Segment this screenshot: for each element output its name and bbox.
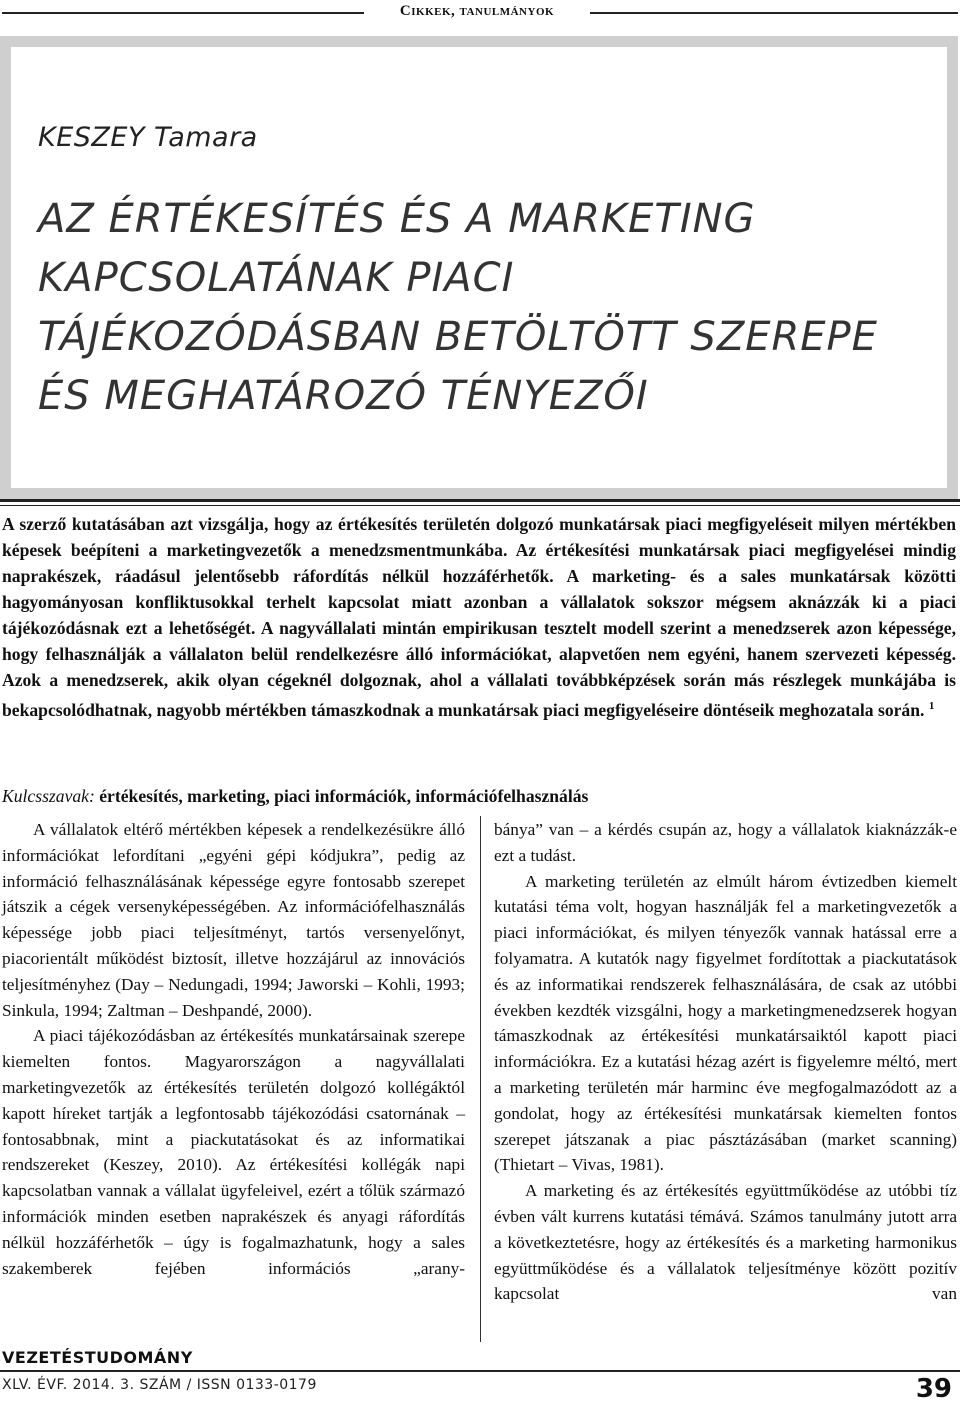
body-column-right <box>494 817 957 1307</box>
title-line: TÁJÉKOZÓDÁSBAN BETÖLTÖTT SZEREPE <box>38 314 878 360</box>
issue-info: XLV. ÉVF. 2014. 3. SZÁM / ISSN 0133-0179 <box>2 1377 317 1393</box>
article-title <box>38 190 878 426</box>
title-line: KAPCSOLATÁNAK PIACI <box>38 255 515 301</box>
keywords-values: értékesítés, marketing, piaci információk, információfelhasználás <box>99 786 589 806</box>
abstract-rule-thick <box>0 499 960 502</box>
author-name: KESZEY Tamara <box>38 122 258 153</box>
journal-name: VEZETÉSTUDOMÁNY <box>2 1348 193 1367</box>
abstract <box>2 511 956 723</box>
footer-rule <box>0 1370 960 1372</box>
abstract-rule-thin <box>0 505 960 506</box>
body-paragraph: bánya” van – a kérdés csupán az, hogy a vállalatok kiaknázzák-e ezt a tudást. <box>494 820 957 865</box>
header-rule-left <box>2 12 364 14</box>
body-paragraph: A piaci tájékozódásban az értékesítés munkatársainak szerepe kiemelten fontos. Magyarországon a nagyvállalati marketingvezetők az értékesítés területén dolgozó kollégáktól kapott híreket tartják a legfontosabb tájékozódási csatornának – fontosabbnak, mint a piackutatásokat és az informatikai rendszereket (Keszey, 2010). Az értékesítési kollégák napi kapcsolatban vannak a vállalat ügyfeleivel, ezért a tőlük származó információk minden esetben naprakészek és anyagi ráfordítás nélkül hozzáférhetők – úgy is fogalmazhatunk, hogy a sales szakemberek fejében információs „arany- <box>2 1026 465 1278</box>
section-label: Cikkek, tanulmányok <box>399 3 555 19</box>
abstract-text: A szerző kutatásában azt vizsgálja, hogy az értékesítés területén dolgozó munkatársak piaci megfigyeléseit milyen mértékben képesek beépíteni a marketingvezetők a menedzsmentmunkába. Az értékesítési munkatársak piaci megfigyelései mindig naprakészek, ráadásul jelentősebb ráfordítás nélkül hozzáférhetők. A marketing- és a sales munkatársak közötti hagyományosan konfliktusokkal terhelt kapcsolat miatt azonban a vállalatok sokszor mégsem aknázzák ki a piaci tájékozódásnak ezt a lehetőségét. A nagyvállalati mintán empirikusan tesztelt modell szerint a menedzserek azon képessége, hogy felhasználják a vállalaton belül rendelkezésre álló információkat, alapvetően nem egyéni, hanem szervezeti képesség. Azok a menedzserek, akik olyan cégeknél dolgoznak, ahol a vállalati továbbképzések során más részlegek munkájába is bekapcsolódhatnak, nagyobb mértékben támaszkodnak a munkatársak piaci megfigyeléseire döntéseik meghozatala során. <box>2 514 956 720</box>
body-paragraph: A marketing területén az elmúlt három évtizedben kiemelt kutatási téma volt, hogyan használják fel a marketingvezetők a piaci információkat, és milyen tényezők vannak hatással erre a folyamatra. A kutatók nagy figyelmet fordítottak a piackutatások és az informatikai rendszerek felhasználására, de csak az utóbbi években kezdték vizsgálni, hogy a marketingmenedzserek hogyan támaszkodnak az értékesítési munkatársaiktól kapott piaci információkra. Ez a kutatási hézag azért is figyelemre méltó, mert a marketing területén már harminc éve megfogalmazódott az a gondolat, hogy az értékesítési munkatársak kiemelten fontos szerepet játszanak a piac pásztázásában (market scanning) (Thietart – Vivas, 1981). <box>494 871 957 1175</box>
column-divider <box>480 816 481 1342</box>
title-line: ÉS MEGHATÁROZÓ TÉNYEZŐI <box>38 373 649 419</box>
page-number: 39 <box>915 1374 952 1404</box>
keywords <box>2 783 956 809</box>
body-column-left <box>2 817 465 1281</box>
keywords-label: Kulcsszavak: <box>2 786 95 806</box>
body-paragraph: A vállalatok eltérő mértékben képesek a rendelkezésükre álló információkat lefordítani „egyéni gépi kódjukra”, pedig az információ felhasználásának képessége egyre fontosabb szerepet játszik a cégek versenyképességében. Az információfelhasználás képessége jobb piaci teljesítményt, tartós versenyelőnyt, piacorientált működést biztosít, illetve hozzájárul az innovációs teljesítményhez (Day – Nedungadi, 1994; Jaworski – Kohli, 1993; Sinkula, 1994; Zaltman – Deshpandé, 2000). <box>2 820 465 1020</box>
body-paragraph: A marketing és az értékesítés együttműködése az utóbbi tíz évben vált kurrens kutatási témává. Számos tanulmány jutott arra a következtetésre, hogy az értékesítés és a marketing harmonikus együttműködése és a vállalatok teljesítménye között pozitív kapcsolat van <box>494 1181 957 1304</box>
header-rule-right <box>590 12 958 14</box>
title-line: AZ ÉRTÉKESÍTÉS ÉS A MARKETING <box>38 196 756 242</box>
footnote-mark[interactable]: 1 <box>928 700 935 712</box>
